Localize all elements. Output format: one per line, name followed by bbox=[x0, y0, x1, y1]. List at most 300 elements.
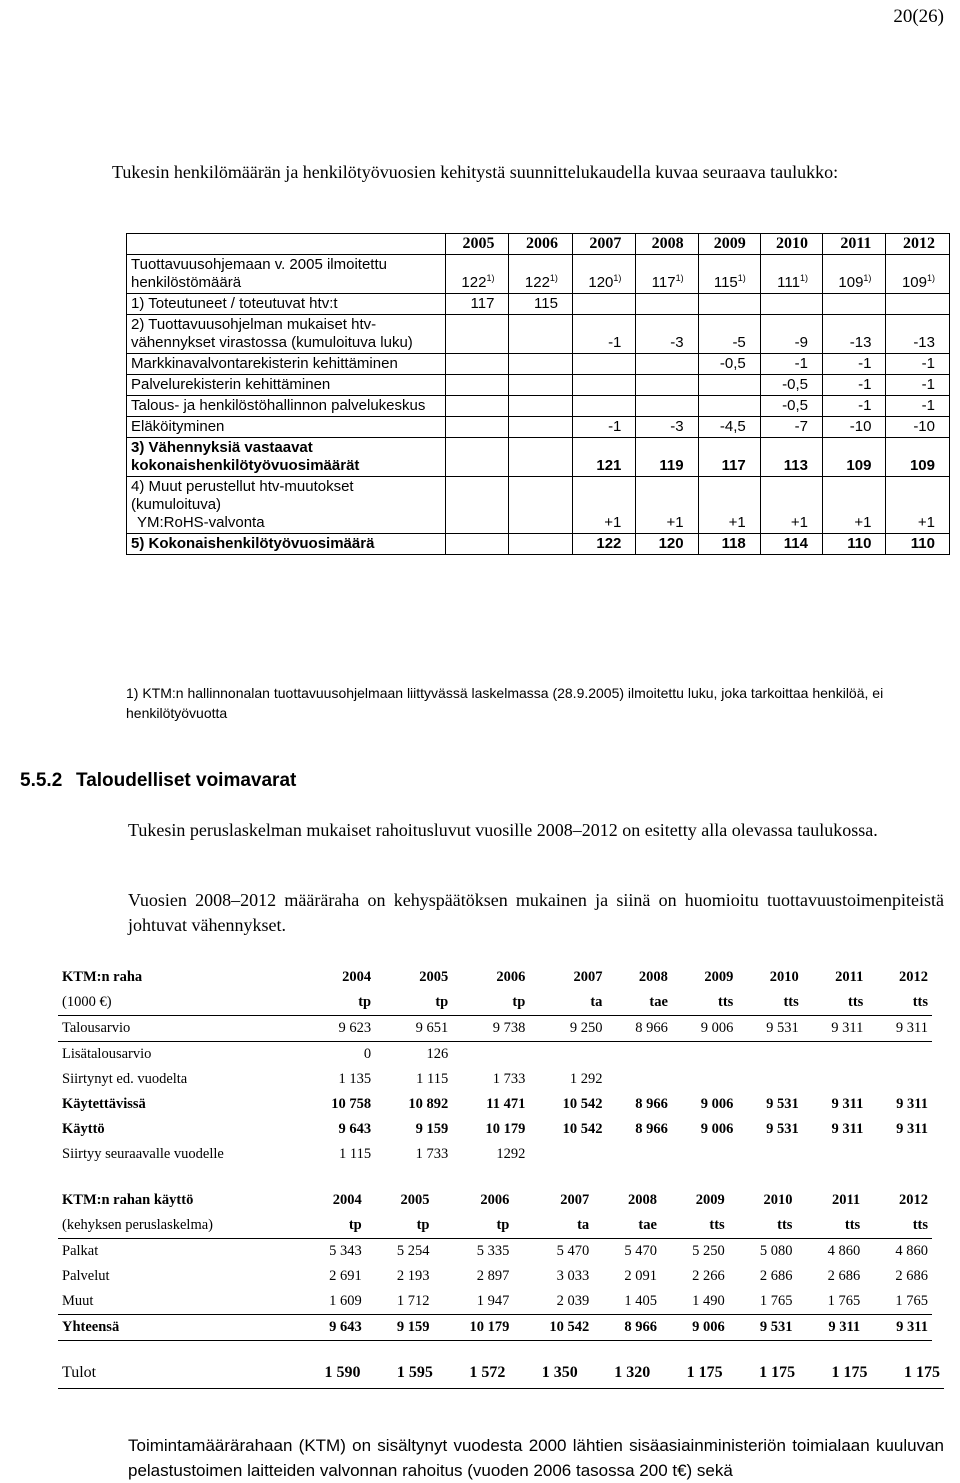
cell-value: 8 966 bbox=[593, 1315, 661, 1341]
cell-value bbox=[509, 438, 572, 477]
type-header: tp bbox=[298, 990, 375, 1016]
cell-value-text: 115 bbox=[713, 274, 738, 291]
cell-value: 3 033 bbox=[556, 1268, 590, 1284]
cell-value bbox=[636, 294, 698, 315]
type-header: tp bbox=[366, 1213, 434, 1239]
table-row bbox=[58, 1239, 932, 1265]
type-header: tp bbox=[434, 1213, 514, 1239]
year-header: 2012 bbox=[899, 969, 928, 985]
cell-value-text: -1 bbox=[608, 334, 622, 351]
table1-footnote: 1) KTM:n hallinnonalan tuottavuusohjelmaan liittyvässä laskelmassa (28.9.2005) ilmoitettu luku, joka tarkoittaa henkilöä, ei henkilötyövuotta bbox=[126, 685, 884, 721]
row-label: Käyttö bbox=[62, 1121, 105, 1137]
cell-value bbox=[698, 354, 760, 375]
cell-value-text: -3 bbox=[670, 418, 684, 435]
cell-value: 9 006 bbox=[661, 1315, 729, 1341]
cell-value bbox=[803, 1142, 868, 1167]
row-label: Talousarvio bbox=[58, 1016, 298, 1042]
table1-row bbox=[127, 315, 950, 354]
row-label-text: 1) Toteutuneet / toteutuvat htv:t bbox=[131, 295, 338, 312]
row-label-text: Markkinavalvontarekisterin kehittäminen bbox=[131, 355, 398, 372]
cell-value-text: -10 bbox=[849, 418, 872, 435]
cell-value: 9 531 bbox=[737, 1016, 802, 1042]
table-row bbox=[58, 1016, 932, 1042]
table1-row bbox=[127, 396, 950, 417]
cell-value bbox=[698, 375, 760, 396]
cell-value bbox=[636, 396, 698, 417]
cell-value bbox=[698, 534, 760, 555]
row-label bbox=[127, 534, 446, 555]
cell-value bbox=[822, 354, 885, 375]
table1-row bbox=[127, 255, 950, 294]
cell-value-text: +1 bbox=[917, 514, 935, 531]
cell-value bbox=[867, 1142, 932, 1167]
row-label bbox=[127, 438, 446, 477]
row-label bbox=[127, 375, 446, 396]
cell-value bbox=[446, 477, 509, 534]
cell-value: 1292 bbox=[496, 1146, 526, 1162]
cell-value bbox=[636, 534, 698, 555]
year-header: 2010 bbox=[760, 234, 822, 255]
cell-value bbox=[446, 315, 509, 354]
table1-row bbox=[127, 438, 950, 477]
table-row bbox=[58, 1117, 932, 1142]
cell-value bbox=[509, 477, 572, 534]
cell-value bbox=[760, 417, 822, 438]
year-header: 2010 bbox=[763, 1192, 793, 1208]
cell-value bbox=[803, 1042, 868, 1068]
row-label-text: 4) Muut perustellut htv-muutokset (kumuloituva) bbox=[131, 478, 354, 513]
cell-value bbox=[698, 294, 760, 315]
year-header: 2005 bbox=[446, 234, 509, 255]
cell-value: 9 311 bbox=[896, 1096, 928, 1112]
row-label-text: Talous- ja henkilöstöhallinnon palvelukeskus bbox=[131, 397, 426, 414]
cell-value-text: -10 bbox=[913, 418, 935, 435]
cell-value bbox=[867, 1067, 932, 1092]
cell-value: 9 159 bbox=[366, 1315, 434, 1341]
year-header: 2007 bbox=[572, 234, 635, 255]
cell-value bbox=[698, 255, 760, 294]
type-header: tts bbox=[796, 1213, 864, 1239]
cell-value: 9 531 bbox=[729, 1315, 797, 1341]
cell-value bbox=[636, 477, 698, 534]
table1-row bbox=[127, 375, 950, 396]
cell-value bbox=[446, 375, 509, 396]
footnote-marker: 1) bbox=[799, 273, 808, 283]
cell-value bbox=[509, 354, 572, 375]
table3-year-row bbox=[58, 1188, 932, 1213]
cell-value bbox=[760, 315, 822, 354]
row-label-text: Palvelurekisterin kehittäminen bbox=[131, 376, 331, 393]
cell-value-text: +1 bbox=[666, 514, 684, 531]
cell-value bbox=[886, 294, 950, 315]
ktm-raha-table bbox=[58, 965, 932, 1167]
tulot-value: 1 320 bbox=[582, 1358, 654, 1389]
cell-value-text: 117 bbox=[651, 274, 676, 291]
row-label: Siirtynyt ed. vuodelta bbox=[62, 1071, 188, 1087]
cell-value: 9 311 bbox=[796, 1315, 864, 1341]
cell-value: 5 254 bbox=[396, 1243, 430, 1259]
cell-value bbox=[636, 354, 698, 375]
cell-value bbox=[760, 534, 822, 555]
cell-value-text: -13 bbox=[913, 334, 935, 351]
cell-value: 9 311 bbox=[831, 1121, 864, 1137]
table-title: KTM:n rahan käyttö bbox=[62, 1192, 194, 1208]
cell-value bbox=[636, 315, 698, 354]
table-title: KTM:n raha bbox=[62, 969, 143, 985]
year-header: 2006 bbox=[480, 1192, 510, 1208]
cell-value-text: +1 bbox=[728, 514, 746, 531]
cell-value: 0 bbox=[363, 1046, 372, 1062]
table1-row bbox=[127, 294, 950, 315]
cell-value bbox=[822, 294, 885, 315]
cell-value: 9 311 bbox=[896, 1121, 928, 1137]
cell-value: 1 712 bbox=[366, 1289, 434, 1315]
cell-value-text: -5 bbox=[732, 334, 746, 351]
year-header: 2011 bbox=[831, 1192, 861, 1208]
cell-value: 8 966 bbox=[635, 1121, 668, 1137]
row-label bbox=[127, 396, 446, 417]
row-label-text: Tuottavuusohjemaan v. 2005 ilmoitettu henkilöstömäärä bbox=[131, 256, 387, 291]
cell-value-text: -0,5 bbox=[719, 355, 746, 372]
year-header: 2009 bbox=[704, 969, 734, 985]
cell-value-text: 122 bbox=[596, 535, 622, 552]
cell-value-text: 121 bbox=[596, 457, 622, 474]
cell-value-text: -1 bbox=[921, 355, 935, 372]
cell-value bbox=[760, 438, 822, 477]
cell-value: 9 311 bbox=[864, 1315, 932, 1341]
cell-value bbox=[446, 294, 509, 315]
cell-value: 2 091 bbox=[624, 1268, 657, 1284]
type-header: tts bbox=[672, 990, 737, 1016]
type-header: tts bbox=[737, 990, 802, 1016]
cell-value: 10 758 bbox=[331, 1096, 372, 1112]
cell-value-text: 117 bbox=[470, 295, 495, 312]
row-label: Palvelut bbox=[62, 1268, 110, 1284]
cell-value-text: -1 bbox=[858, 397, 872, 414]
type-header: tts bbox=[729, 1213, 797, 1239]
cell-value bbox=[509, 315, 572, 354]
cell-value bbox=[698, 315, 760, 354]
cell-value bbox=[529, 1042, 606, 1068]
row-label bbox=[127, 294, 446, 315]
year-header: 2011 bbox=[835, 969, 864, 985]
cell-value bbox=[672, 1042, 737, 1068]
cell-value-text: -1 bbox=[794, 355, 808, 372]
year-header: 2005 bbox=[419, 969, 449, 985]
cell-value bbox=[760, 375, 822, 396]
year-header: 2007 bbox=[573, 969, 603, 985]
cell-value bbox=[760, 354, 822, 375]
row-label-text: Eläköityminen bbox=[131, 418, 225, 435]
cell-value bbox=[606, 1067, 671, 1092]
cell-value bbox=[698, 396, 760, 417]
cell-value bbox=[803, 1067, 868, 1092]
cell-value bbox=[572, 294, 635, 315]
cell-value bbox=[606, 1042, 671, 1068]
year-header: 2004 bbox=[332, 1192, 362, 1208]
cell-value: 9 531 bbox=[766, 1121, 799, 1137]
tulot-value: 1 175 bbox=[727, 1358, 799, 1389]
table-subtitle: (kehyksen peruslaskelma) bbox=[58, 1213, 298, 1239]
table2-type-row bbox=[58, 990, 932, 1016]
cell-value-text: 120 bbox=[658, 535, 684, 552]
cell-value-text: -1 bbox=[921, 376, 935, 393]
table1-row bbox=[127, 354, 950, 375]
table2-year-row bbox=[58, 965, 932, 990]
cell-value bbox=[572, 396, 635, 417]
row-label bbox=[127, 354, 446, 375]
cell-value-text: -0,5 bbox=[782, 397, 808, 414]
cell-value bbox=[446, 354, 509, 375]
cell-value-text: 110 bbox=[847, 535, 872, 552]
cell-value: 126 bbox=[426, 1046, 449, 1062]
cell-value: 1 765 bbox=[864, 1289, 932, 1315]
year-header: 2009 bbox=[698, 234, 760, 255]
intro-paragraph: Tukesin henkilömäärän ja henkilötyövuosien kehitystä suunnittelukaudella kuvaa seuraava taulukko: bbox=[112, 162, 839, 182]
year-header: 2004 bbox=[342, 969, 372, 985]
cell-value: 1 490 bbox=[661, 1289, 729, 1315]
cell-value-text: 109 bbox=[909, 457, 935, 474]
cell-value: 1 947 bbox=[434, 1289, 514, 1315]
cell-value bbox=[529, 1142, 606, 1167]
tulot-value: 1 175 bbox=[799, 1358, 871, 1389]
cell-value bbox=[509, 534, 572, 555]
ktm-rahan-kaytto-table bbox=[58, 1188, 932, 1341]
cell-value: 2 691 bbox=[329, 1268, 362, 1284]
cell-value: 2 039 bbox=[513, 1289, 593, 1315]
cell-value bbox=[886, 375, 950, 396]
cell-value bbox=[822, 315, 885, 354]
cell-value-text: 122 bbox=[461, 274, 487, 291]
cell-value-text: 111 bbox=[777, 274, 800, 291]
cell-value: 9 651 bbox=[375, 1016, 452, 1042]
table-row bbox=[58, 1264, 932, 1289]
cell-value bbox=[822, 534, 885, 555]
cell-value-text: -13 bbox=[849, 334, 872, 351]
cell-value bbox=[867, 1042, 932, 1068]
table-row bbox=[58, 1067, 932, 1092]
cell-value: 1 733 bbox=[415, 1146, 449, 1162]
row-label bbox=[127, 255, 446, 294]
footnote-marker: 1) bbox=[863, 273, 872, 283]
type-header: tp bbox=[298, 1213, 366, 1239]
cell-value bbox=[636, 438, 698, 477]
cell-value: 2 897 bbox=[476, 1268, 510, 1284]
tulot-value: 1 350 bbox=[509, 1358, 581, 1389]
tulot-row bbox=[58, 1358, 944, 1389]
cell-value: 5 080 bbox=[759, 1243, 793, 1259]
cell-value: 9 623 bbox=[298, 1016, 375, 1042]
cell-value-text: 109 bbox=[838, 274, 864, 291]
cell-value: 9 643 bbox=[298, 1315, 366, 1341]
cell-value bbox=[822, 417, 885, 438]
cell-value bbox=[737, 1067, 802, 1092]
cell-value: 4 860 bbox=[827, 1243, 861, 1259]
cell-value: 9 250 bbox=[529, 1016, 606, 1042]
cell-value bbox=[509, 375, 572, 396]
cell-value-text: 113 bbox=[783, 457, 808, 474]
year-header: 2008 bbox=[638, 969, 668, 985]
cell-value-text: 117 bbox=[721, 457, 746, 474]
cell-value-text: -1 bbox=[858, 376, 872, 393]
tulot-label: Tulot bbox=[58, 1358, 292, 1389]
cell-value-text: +1 bbox=[854, 514, 872, 531]
cell-value bbox=[760, 477, 822, 534]
type-header: tts bbox=[864, 1213, 932, 1239]
table-subtitle: (1000 €) bbox=[58, 990, 298, 1016]
cell-value: 5 250 bbox=[692, 1243, 725, 1259]
cell-value: 1 115 bbox=[416, 1071, 449, 1087]
cell-value bbox=[886, 255, 950, 294]
cell-value-text: -1 bbox=[858, 355, 872, 372]
cell-value: 1 405 bbox=[593, 1289, 661, 1315]
cell-value bbox=[737, 1042, 802, 1068]
type-header: tts bbox=[867, 990, 932, 1016]
type-header: tts bbox=[661, 1213, 729, 1239]
cell-value bbox=[698, 417, 760, 438]
cell-value: 10 542 bbox=[562, 1096, 603, 1112]
cell-value bbox=[509, 396, 572, 417]
cell-value: 10 542 bbox=[513, 1315, 593, 1341]
cell-value bbox=[822, 396, 885, 417]
cell-value-text: -1 bbox=[921, 397, 935, 414]
cell-value bbox=[446, 255, 509, 294]
cell-value bbox=[572, 315, 635, 354]
cell-value: 2 686 bbox=[895, 1268, 928, 1284]
cell-value: 9 311 bbox=[867, 1016, 932, 1042]
cell-value bbox=[572, 375, 635, 396]
cell-value: 8 966 bbox=[635, 1096, 668, 1112]
cell-value bbox=[446, 534, 509, 555]
cell-value-text: -0,5 bbox=[782, 376, 808, 393]
row-label-text: 5) Kokonaishenkilötyövuosimäärä bbox=[131, 535, 375, 552]
year-header: 2012 bbox=[886, 234, 950, 255]
cell-value-text: 122 bbox=[524, 274, 550, 291]
cell-value: 10 892 bbox=[408, 1096, 449, 1112]
finance-paragraph-2: Vuosien 2008–2012 määräraha on kehyspäätöksen mukainen ja siinä on huomioitu tuottavuustoimenpiteistä johtuvat vähennykset. bbox=[128, 890, 944, 935]
table3-type-row bbox=[58, 1213, 932, 1239]
year-header: 2007 bbox=[560, 1192, 590, 1208]
type-header: tp bbox=[375, 990, 452, 1016]
cell-value bbox=[572, 417, 635, 438]
cell-value-text: -3 bbox=[670, 334, 684, 351]
cell-value bbox=[509, 417, 572, 438]
cell-value bbox=[760, 396, 822, 417]
cell-value bbox=[886, 315, 950, 354]
cell-value: 1 115 bbox=[339, 1146, 372, 1162]
cell-value-text: 115 bbox=[534, 295, 558, 312]
cell-value bbox=[636, 255, 698, 294]
year-header: 2006 bbox=[496, 969, 526, 985]
cell-value: 10 179 bbox=[485, 1121, 526, 1137]
cell-value bbox=[886, 396, 950, 417]
year-header: 2008 bbox=[636, 234, 698, 255]
type-header: tae bbox=[593, 1213, 661, 1239]
cell-value bbox=[572, 534, 635, 555]
row-label: Muut bbox=[58, 1289, 298, 1315]
cell-value: 1 765 bbox=[796, 1289, 864, 1315]
type-header: tp bbox=[452, 990, 529, 1016]
table1-corner-cell bbox=[127, 234, 446, 255]
year-header: 2006 bbox=[509, 234, 572, 255]
footnote-marker: 1) bbox=[613, 273, 622, 283]
cell-value-text: +1 bbox=[790, 514, 808, 531]
cell-value bbox=[886, 477, 950, 534]
cell-value bbox=[822, 255, 885, 294]
cell-value: 2 193 bbox=[396, 1268, 430, 1284]
tulot-value: 1 572 bbox=[437, 1358, 509, 1389]
cell-value bbox=[446, 417, 509, 438]
cell-value: 5 470 bbox=[624, 1243, 657, 1259]
tulot-value: 1 590 bbox=[292, 1358, 364, 1389]
cell-value bbox=[886, 354, 950, 375]
cell-value bbox=[672, 1142, 737, 1167]
section-heading bbox=[20, 770, 296, 792]
cell-value: 2 266 bbox=[692, 1268, 725, 1284]
cell-value: 9 006 bbox=[672, 1016, 737, 1042]
cell-value bbox=[886, 417, 950, 438]
cell-value-text: 114 bbox=[783, 535, 808, 552]
cell-value bbox=[446, 396, 509, 417]
cell-value: 9 738 bbox=[452, 1016, 529, 1042]
row-label: Yhteensä bbox=[58, 1315, 298, 1341]
table1-row bbox=[127, 417, 950, 438]
year-header: 2012 bbox=[899, 1192, 928, 1208]
cell-value: 9 159 bbox=[415, 1121, 449, 1137]
row-label bbox=[127, 315, 446, 354]
cell-value-text: -4,5 bbox=[719, 418, 746, 435]
cell-value: 1 292 bbox=[569, 1071, 603, 1087]
row-label-text: 3) Vähennyksiä vastaavat kokonaishenkilötyövuosimäärät bbox=[131, 439, 360, 474]
cell-value: 1 765 bbox=[729, 1289, 797, 1315]
row-label bbox=[127, 477, 446, 534]
cell-value-text: -1 bbox=[608, 418, 622, 435]
cell-value bbox=[698, 477, 760, 534]
cell-value: 9 311 bbox=[831, 1096, 864, 1112]
cell-value bbox=[822, 477, 885, 534]
cell-value: 1 135 bbox=[338, 1071, 372, 1087]
type-header: tts bbox=[803, 990, 868, 1016]
tulot-value: 1 175 bbox=[872, 1358, 945, 1389]
cell-value bbox=[698, 438, 760, 477]
section-number: 5.5.2 bbox=[20, 770, 63, 791]
table1-header-row bbox=[127, 234, 950, 255]
footnote-marker: 1) bbox=[737, 273, 746, 283]
cell-value: 9 643 bbox=[338, 1121, 372, 1137]
cell-value bbox=[822, 375, 885, 396]
finance-paragraph-1: Tukesin peruslaskelman mukaiset rahoitusluvut vuosille 2008–2012 on esitetty alla olevassa taulukossa. bbox=[128, 820, 878, 840]
cell-value: 10 179 bbox=[434, 1315, 514, 1341]
cell-value bbox=[760, 294, 822, 315]
cell-value-text: -9 bbox=[794, 334, 808, 351]
cell-value-text: 110 bbox=[910, 535, 935, 552]
cell-value bbox=[760, 255, 822, 294]
cell-value: 9 006 bbox=[700, 1121, 734, 1137]
cell-value bbox=[572, 255, 635, 294]
tulot-value: 1 175 bbox=[654, 1358, 726, 1389]
page-number: 20(26) bbox=[893, 6, 944, 27]
cell-value: 1 609 bbox=[298, 1289, 366, 1315]
year-header: 2008 bbox=[627, 1192, 657, 1208]
type-header: tae bbox=[606, 990, 671, 1016]
cell-value-text: +1 bbox=[604, 514, 622, 531]
footnote-marker: 1) bbox=[926, 273, 935, 283]
cell-value: 1 733 bbox=[492, 1071, 526, 1087]
cell-value: 9 311 bbox=[803, 1016, 868, 1042]
cell-value: 5 343 bbox=[329, 1243, 362, 1259]
cell-value bbox=[886, 534, 950, 555]
table-row bbox=[58, 1042, 932, 1068]
